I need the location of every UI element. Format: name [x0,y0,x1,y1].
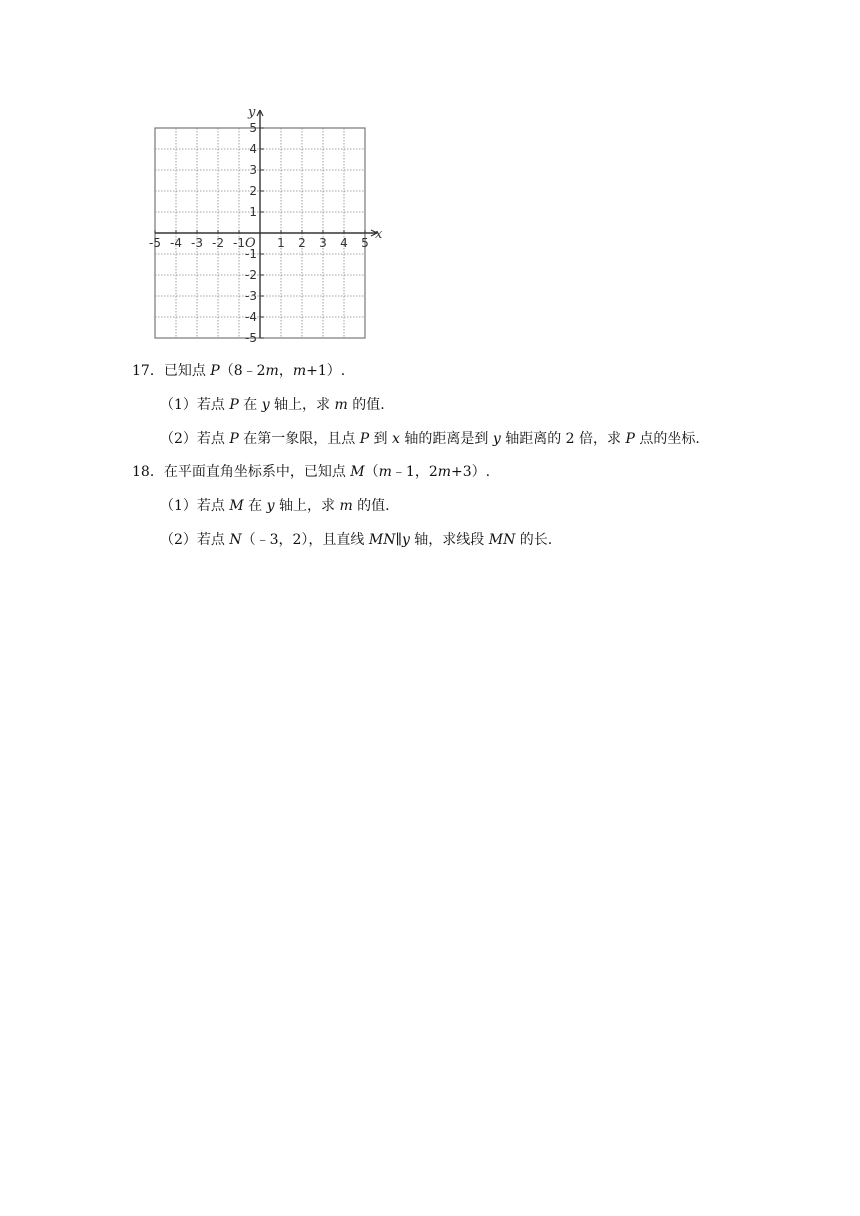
y-tick-label: -2 [245,268,257,282]
question-number: 17． [132,363,164,379]
x-tick-label: -2 [212,236,224,250]
y-tick-label: -1 [245,247,257,261]
text: 轴距离的 2 倍，求 [500,431,626,447]
text: 在第一象限，且点 [238,431,360,447]
var-MN: MN [368,532,396,548]
var-m: m [334,397,348,413]
var-m: m [437,464,452,480]
y-tick-label: 1 [249,205,257,219]
var-P: P [359,431,370,447]
text: （2）若点 [160,532,230,548]
text: +1）. [306,363,346,379]
var-m: m [292,363,307,379]
var-N: N [229,532,242,548]
x-tick-label: 5 [361,236,369,250]
question-18-part-2 [160,531,552,549]
text: ﹣1，2 [391,464,438,480]
y-tick-label: 5 [249,121,257,135]
y-tick-label: -5 [245,331,257,345]
text: （1）若点 [160,498,230,514]
text: 在平面直角坐标系中，已知点 [163,464,351,480]
text: 轴的距离是到 [399,431,493,447]
text: 轴上，求 [269,397,335,413]
x-tick-label: -5 [149,236,161,250]
x-tick-label: 2 [298,236,306,250]
var-y: y [401,532,410,548]
var-MN: MN [488,532,516,548]
text: （1）若点 [160,397,230,413]
x-tick-label: 4 [340,236,348,250]
y-tick-label: -4 [245,310,257,324]
text: （8﹣2 [219,363,266,379]
var-P: P [229,431,239,447]
y-tick-label: 2 [249,184,257,198]
question-17-part-1 [160,396,385,414]
question-number: 18． [132,464,164,480]
x-tick-label: 3 [319,236,327,250]
y-axis-label: y [248,105,256,120]
origin-label: O [245,236,256,251]
text: 到 [369,431,393,447]
var-y: y [492,431,501,447]
question-18-part-1 [160,497,390,515]
y-tick-label: 3 [249,163,257,177]
x-tick-label: -1 [233,236,245,250]
question-17-part-2 [160,430,700,448]
text: （ [364,464,379,480]
var-y: y [261,397,270,413]
text: 在 [238,397,262,413]
text: 轴，求线段 [409,532,489,548]
text: （2）若点 [160,431,230,447]
text: 的值. [352,498,390,514]
text: 的长. [515,532,553,548]
x-tick-label: -4 [170,236,182,250]
text: 的值. [347,397,385,413]
var-m: m [265,363,279,379]
var-m: m [378,464,392,480]
y-tick-label: -3 [245,289,257,303]
var-P: P [229,397,239,413]
var-m: m [339,498,353,514]
y-tick-label: 4 [249,142,257,156]
parallel-symbol: ∥ [395,532,402,548]
text: （﹣3，2），且直线 [241,532,369,548]
var-M: M [229,498,244,514]
var-P: P [210,363,220,379]
x-tick-label: -3 [191,236,203,250]
x-axis-label: x [375,227,383,242]
x-tick-label: 1 [277,236,285,250]
text: +3）. [451,464,491,480]
question-18-stem [132,463,490,481]
text: 在 [243,498,267,514]
question-17-stem [132,362,345,380]
text: 轴上，求 [274,498,340,514]
var-x: x [392,431,400,447]
text: ， [278,363,293,379]
text: 已知点 [163,363,211,379]
var-P: P [625,431,635,447]
text: 点的坐标. [634,431,700,447]
var-M: M [350,464,365,480]
coordinate-grid-figure [140,100,390,348]
var-y: y [266,498,275,514]
